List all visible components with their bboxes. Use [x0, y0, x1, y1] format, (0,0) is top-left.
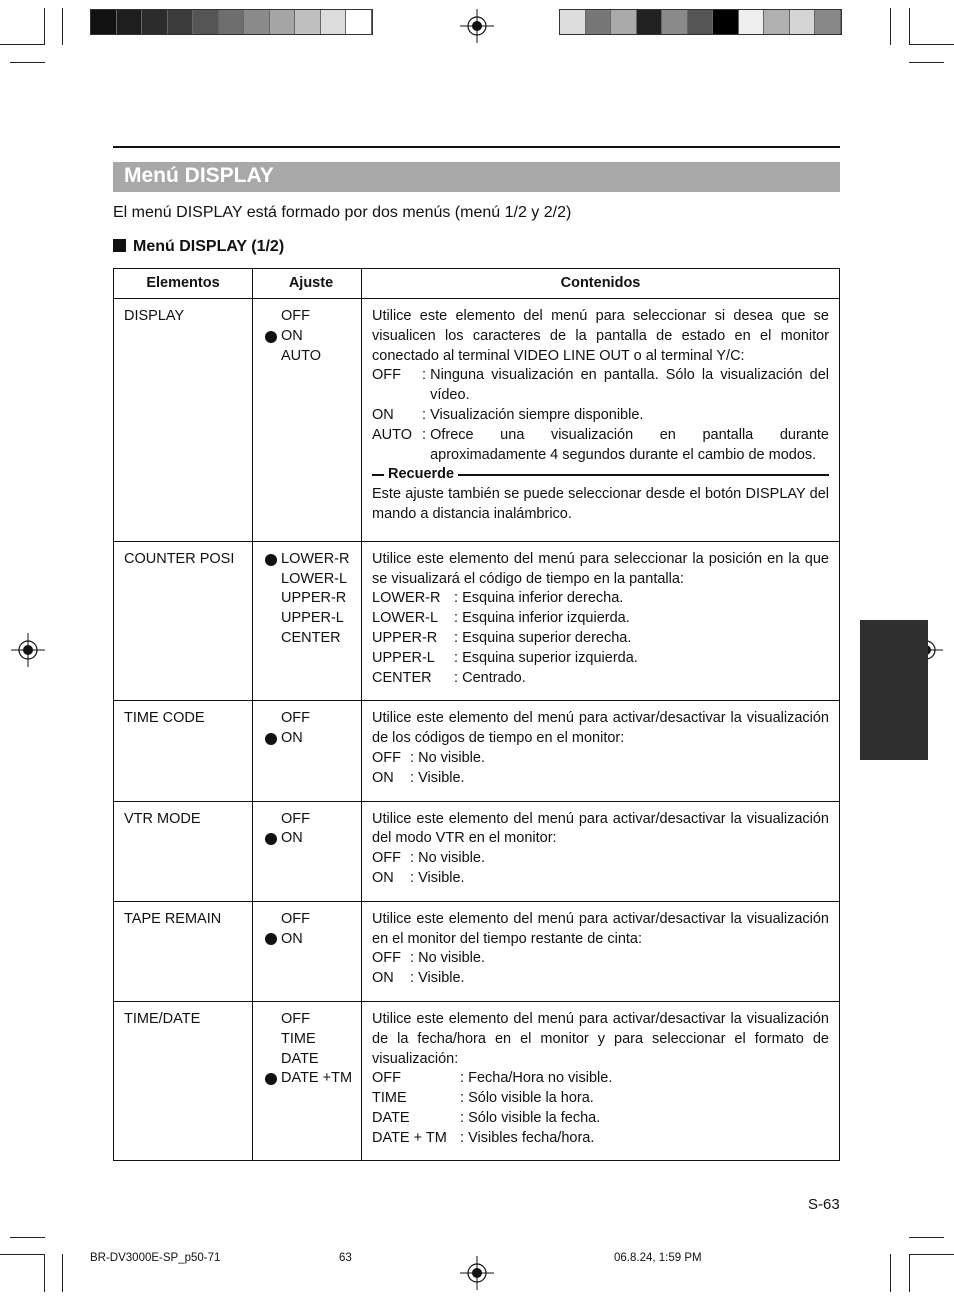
option-label: LOWER-L	[281, 570, 348, 587]
definition-value: Esquina superior izquierda.	[462, 649, 638, 666]
definition-value: Visibles fecha/hora.	[468, 1129, 595, 1146]
color-swatch	[346, 10, 372, 34]
definition-value: Esquina superior derecha.	[462, 629, 632, 646]
note-heading	[372, 465, 829, 485]
setting-option	[265, 810, 357, 830]
table-row	[114, 1001, 840, 1161]
color-swatch	[637, 10, 663, 34]
definition-key: LOWER-L	[372, 610, 439, 627]
option-label: DATE +TM	[281, 1070, 353, 1087]
color-swatch	[295, 10, 321, 34]
definition-item	[372, 406, 829, 426]
definition-separator: :	[406, 869, 419, 886]
rule	[458, 474, 829, 476]
setting-option	[265, 307, 357, 327]
definition-value: No visible.	[418, 950, 485, 967]
table-row	[114, 541, 840, 701]
subheading	[113, 238, 284, 256]
contents-cell	[362, 541, 840, 701]
option-label: ON	[281, 930, 303, 947]
color-swatch	[193, 10, 219, 34]
note-title: Recuerde	[388, 466, 455, 483]
definition-key: ON	[372, 406, 394, 423]
definition-value: Esquina inferior izquierda.	[462, 610, 630, 627]
contents-cell	[362, 901, 840, 1001]
setting-options	[253, 801, 362, 901]
default-dot-icon	[265, 331, 277, 343]
definition-key: CENTER	[372, 669, 432, 686]
table-row	[114, 801, 840, 901]
definition-value: Visible.	[418, 869, 465, 886]
element-name: TIME/DATE	[114, 1001, 253, 1161]
definition-item	[372, 366, 829, 406]
definition-separator: :	[456, 1109, 469, 1126]
definition-item	[372, 1089, 829, 1109]
option-label: OFF	[281, 910, 310, 927]
crop-mark	[909, 1254, 910, 1292]
setting-option	[265, 609, 357, 629]
definition-item	[372, 749, 829, 769]
setting-options	[253, 701, 362, 801]
definition-key: ON	[372, 769, 394, 786]
option-label: OFF	[281, 1010, 310, 1027]
crop-mark	[0, 1254, 45, 1255]
definition-item	[372, 1109, 829, 1129]
description: Utilice este elemento del menú para activar/desactivar la visualización en el monitor del tiempo restante de cinta:	[372, 910, 829, 947]
color-swatch	[611, 10, 637, 34]
crop-mark	[909, 8, 910, 45]
registration-mark-icon	[460, 9, 494, 43]
page-title: Menú DISPLAY	[124, 164, 274, 187]
table-row	[114, 701, 840, 801]
setting-option	[265, 709, 357, 729]
default-dot-icon	[265, 1073, 277, 1085]
option-label: DATE	[281, 1050, 319, 1067]
color-bar-right	[559, 9, 842, 35]
definition-key: OFF	[372, 950, 401, 967]
definition-separator: :	[418, 426, 431, 443]
option-label: OFF	[281, 710, 310, 727]
header-contents: Contenidos	[362, 269, 840, 299]
option-label: ON	[281, 830, 303, 847]
setting-option	[265, 629, 357, 649]
contents-cell	[362, 1001, 840, 1161]
definition-key: OFF	[372, 1070, 401, 1087]
definition-value: No visible.	[418, 850, 485, 867]
definition-separator: :	[450, 590, 463, 607]
color-swatch	[91, 10, 117, 34]
page-number: S-63	[808, 1196, 840, 1213]
definition-value: Sólo visible la fecha.	[468, 1109, 601, 1126]
definition-value: Sólo visible la hora.	[468, 1090, 594, 1107]
setting-option	[265, 910, 357, 930]
definition-separator: :	[418, 367, 431, 384]
setting-options	[253, 901, 362, 1001]
color-swatch	[790, 10, 816, 34]
default-dot-icon	[265, 933, 277, 945]
crop-mark	[890, 1254, 891, 1292]
table-row	[114, 901, 840, 1001]
definition-item	[372, 1069, 829, 1089]
crop-mark	[909, 62, 944, 63]
rule	[372, 474, 384, 476]
definition-key: TIME	[372, 1090, 407, 1107]
contents-cell	[362, 801, 840, 901]
table-header-row	[114, 269, 840, 299]
top-rule	[113, 146, 840, 148]
definition-separator: :	[418, 406, 431, 423]
element-name: COUNTER POSI	[114, 541, 253, 701]
definition-separator: :	[456, 1070, 469, 1087]
definition-item	[372, 1129, 829, 1149]
definition-value: Visible.	[418, 769, 465, 786]
option-label: TIME	[281, 1030, 316, 1047]
definition-key: DATE	[372, 1109, 410, 1126]
definition-item	[372, 669, 829, 689]
footer-file: BR-DV3000E-SP_p50-71	[90, 1252, 221, 1264]
setting-option	[265, 327, 357, 347]
definition-key: OFF	[372, 850, 401, 867]
color-swatch	[764, 10, 790, 34]
definition-value: Centrado.	[462, 669, 526, 686]
table-row	[114, 299, 840, 542]
definition-value: Fecha/Hora no visible.	[468, 1070, 613, 1087]
description: Utilice este elemento del menú para seleccionar la posición en la que se visualizará el código de tiempo en la pantalla:	[372, 550, 829, 587]
crop-mark	[62, 8, 63, 45]
setting-option	[265, 570, 357, 590]
setting-option	[265, 347, 357, 367]
definition-value: Esquina inferior derecha.	[462, 590, 624, 607]
default-dot-icon	[265, 833, 277, 845]
setting-option	[265, 589, 357, 609]
color-swatch	[270, 10, 296, 34]
definition-key: UPPER-R	[372, 629, 438, 646]
option-label: CENTER	[281, 629, 341, 646]
definition-value: No visible.	[418, 749, 485, 766]
crop-mark	[44, 1254, 45, 1292]
description: Utilice este elemento del menú para seleccionar si desea que se visualicen los caracteres de la pantalla de estado en el monitor conectado al terminal VIDEO LINE OUT o al terminal Y/C:	[372, 308, 829, 364]
definition-separator: :	[450, 610, 463, 627]
definition-item	[372, 849, 829, 869]
definition-item	[372, 769, 829, 789]
color-swatch	[219, 10, 245, 34]
color-swatch	[244, 10, 270, 34]
definition-separator: :	[406, 769, 419, 786]
definition-separator: :	[406, 970, 419, 987]
definition-separator: :	[406, 950, 419, 967]
setting-option	[265, 1050, 357, 1070]
note-text: Este ajuste también se puede seleccionar desde el botón DISPLAY del mando a distancia inalámbrico.	[372, 486, 829, 522]
element-name: DISPLAY	[114, 299, 253, 542]
definition-item	[372, 609, 829, 629]
definition-key: OFF	[372, 367, 401, 384]
registration-mark-icon	[460, 1256, 494, 1290]
definition-item	[372, 426, 829, 466]
crop-mark	[909, 1237, 944, 1238]
intro-text: El menú DISPLAY está formado por dos menús (menú 1/2 y 2/2)	[113, 204, 572, 221]
section-title-bar	[113, 162, 840, 192]
definition-value: Visualización siempre disponible.	[430, 406, 644, 423]
color-swatch	[560, 10, 586, 34]
option-label: AUTO	[281, 347, 322, 364]
color-swatch	[688, 10, 714, 34]
description: Utilice este elemento del menú para activar/desactivar la visualización de la fecha/hora en el monitor y para seleccionar el formato de visualización:	[372, 1010, 829, 1067]
contents-cell	[362, 299, 840, 542]
definition-separator: :	[456, 1129, 469, 1146]
element-name: TAPE REMAIN	[114, 901, 253, 1001]
definition-key: ON	[372, 970, 394, 987]
option-label: ON	[281, 730, 303, 747]
description: Utilice este elemento del menú para activar/desactivar la visualización del modo VTR en el monitor:	[372, 810, 829, 847]
definition-key: DATE + TM	[372, 1129, 447, 1146]
color-swatch	[713, 10, 739, 34]
crop-mark	[890, 8, 891, 45]
subheading-text: Menú DISPLAY (1/2)	[133, 238, 285, 255]
definition-key: UPPER-L	[372, 649, 435, 666]
setting-option	[265, 1030, 357, 1050]
setting-option	[265, 1069, 357, 1089]
definition-separator: :	[450, 669, 463, 686]
header-setting: Ajuste	[253, 269, 362, 299]
setting-options	[253, 1001, 362, 1161]
contents-cell	[362, 701, 840, 801]
crop-mark	[0, 44, 45, 45]
setting-option	[265, 550, 357, 570]
crop-mark	[909, 1254, 954, 1255]
setting-option	[265, 1010, 357, 1030]
definition-item	[372, 649, 829, 669]
element-name: VTR MODE	[114, 801, 253, 901]
color-swatch	[117, 10, 143, 34]
section-side-tab	[860, 620, 928, 760]
option-label: UPPER-L	[281, 610, 344, 627]
definition-item	[372, 869, 829, 889]
option-label: OFF	[281, 308, 310, 324]
definition-item	[372, 949, 829, 969]
element-name: TIME CODE	[114, 701, 253, 801]
definition-separator: :	[450, 629, 463, 646]
square-bullet-icon	[113, 239, 126, 252]
color-swatch	[739, 10, 765, 34]
option-label: LOWER-R	[281, 550, 350, 567]
definition-key: LOWER-R	[372, 590, 441, 607]
option-label: OFF	[281, 810, 310, 827]
definition-separator: :	[406, 850, 419, 867]
color-swatch	[662, 10, 688, 34]
crop-mark	[44, 8, 45, 45]
definition-separator: :	[450, 649, 463, 666]
footer-date: 06.8.24, 1:59 PM	[614, 1252, 702, 1264]
definition-value: Ofrece una visualización en pantalla durante aproximadamente 4 segundos durante el cambio de modos.	[430, 426, 829, 463]
definition-item	[372, 629, 829, 649]
setting-option	[265, 930, 357, 950]
color-swatch	[815, 10, 841, 34]
crop-mark	[62, 1254, 63, 1292]
default-dot-icon	[265, 554, 277, 566]
definition-value: Ninguna visualización en pantalla. Sólo la visualización del vídeo.	[430, 367, 829, 404]
setting-options	[253, 299, 362, 542]
color-swatch	[586, 10, 612, 34]
setting-option	[265, 829, 357, 849]
definition-key: AUTO	[372, 426, 413, 443]
definition-key: ON	[372, 869, 394, 886]
menu-table	[113, 268, 840, 1161]
description: Utilice este elemento del menú para activar/desactivar la visualización de los códigos de tiempo en el monitor:	[372, 710, 829, 747]
option-label: ON	[281, 327, 303, 344]
option-label: UPPER-R	[281, 590, 347, 607]
setting-options	[253, 541, 362, 701]
definition-separator: :	[406, 749, 419, 766]
header-element: Elementos	[114, 269, 253, 299]
crop-mark	[10, 62, 45, 63]
definition-item	[372, 969, 829, 989]
definition-separator: :	[456, 1090, 469, 1107]
definition-value: Visible.	[418, 970, 465, 987]
color-swatch	[168, 10, 194, 34]
setting-option	[265, 729, 357, 749]
color-swatch	[142, 10, 168, 34]
definition-key: OFF	[372, 749, 401, 766]
footer-page: 63	[339, 1252, 352, 1264]
definition-item	[372, 589, 829, 609]
default-dot-icon	[265, 733, 277, 745]
crop-mark	[909, 44, 954, 45]
color-bar-left	[90, 9, 373, 35]
registration-mark-icon	[11, 633, 45, 667]
color-swatch	[321, 10, 347, 34]
crop-mark	[10, 1237, 45, 1238]
